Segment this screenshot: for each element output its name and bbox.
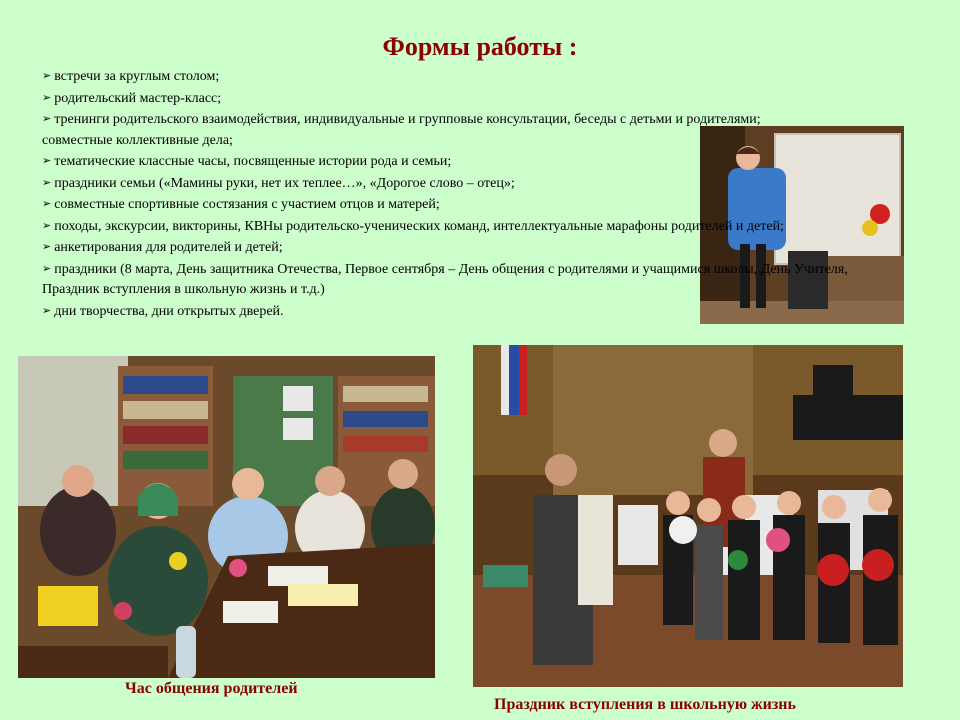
arrow-bullet-icon: ➢ [42,262,52,275]
list-item-text: дни творчества, дни открытых дверей. [54,303,284,319]
arrow-bullet-icon: ➢ [42,155,52,167]
list-item [42,194,907,216]
arrow-bullet-icon: ➢ [42,304,52,317]
arrow-bullet-icon: ➢ [42,176,52,189]
list-item [42,66,907,88]
list-item-text: тренинги родительского взаимодействия, индивидуальные и групповые консультации, беседы с детьми и родителями; [54,112,761,127]
list-item-text: тематические классные часы, посвященные истории рода и семьи; [54,154,452,169]
caption-parents-meeting: Час общения родителей [125,680,298,697]
list-item-text: походы, экскурсии, викторины, КВНы родительско-ученических команд, интеллектуальные марафоны родителей и детей; [54,218,784,234]
list-item-text: совместные спортивные состязания с участием отцов и матерей; [54,197,440,212]
list-item [42,88,907,110]
list-item [42,301,907,323]
list-item [42,173,907,195]
ceremony-photo [473,345,903,687]
list-item-text: совместные коллективные дела; [42,132,233,148]
list-item [42,259,907,301]
list-item [42,237,907,259]
list-item-text: встречи за круглым столом; [54,69,220,84]
arrow-bullet-icon: ➢ [42,198,52,210]
arrow-bullet-icon: ➢ [42,241,52,253]
arrow-bullet-icon: ➢ [42,91,52,104]
parents-meeting-photo [18,356,435,678]
list-item-text: праздники семьи («Мамины руки, нет их теплее…», «Дорогое слово – отец»; [54,175,515,191]
list-item [42,131,907,152]
list-item-text: праздники (8 марта, День защитника Отечества, Первое сентября – День общения с родителями и учащимися школы, День Учителя, Праздник вступления в школьную жизнь и т.д.) [42,261,848,297]
arrow-bullet-icon: ➢ [42,113,52,125]
list-item [42,109,907,131]
arrow-bullet-icon: ➢ [42,219,52,232]
caption-ceremony: Праздник вступления в школьную жизнь [494,696,796,713]
list-item [42,151,907,173]
list-item-text: родительский мастер-класс; [54,90,222,106]
list-item-text: анкетирования для родителей и детей; [54,240,283,255]
list-item [42,216,907,238]
arrow-bullet-icon: ➢ [42,70,52,82]
slide-title: Формы работы : [382,32,578,61]
work-forms-list [42,66,907,322]
